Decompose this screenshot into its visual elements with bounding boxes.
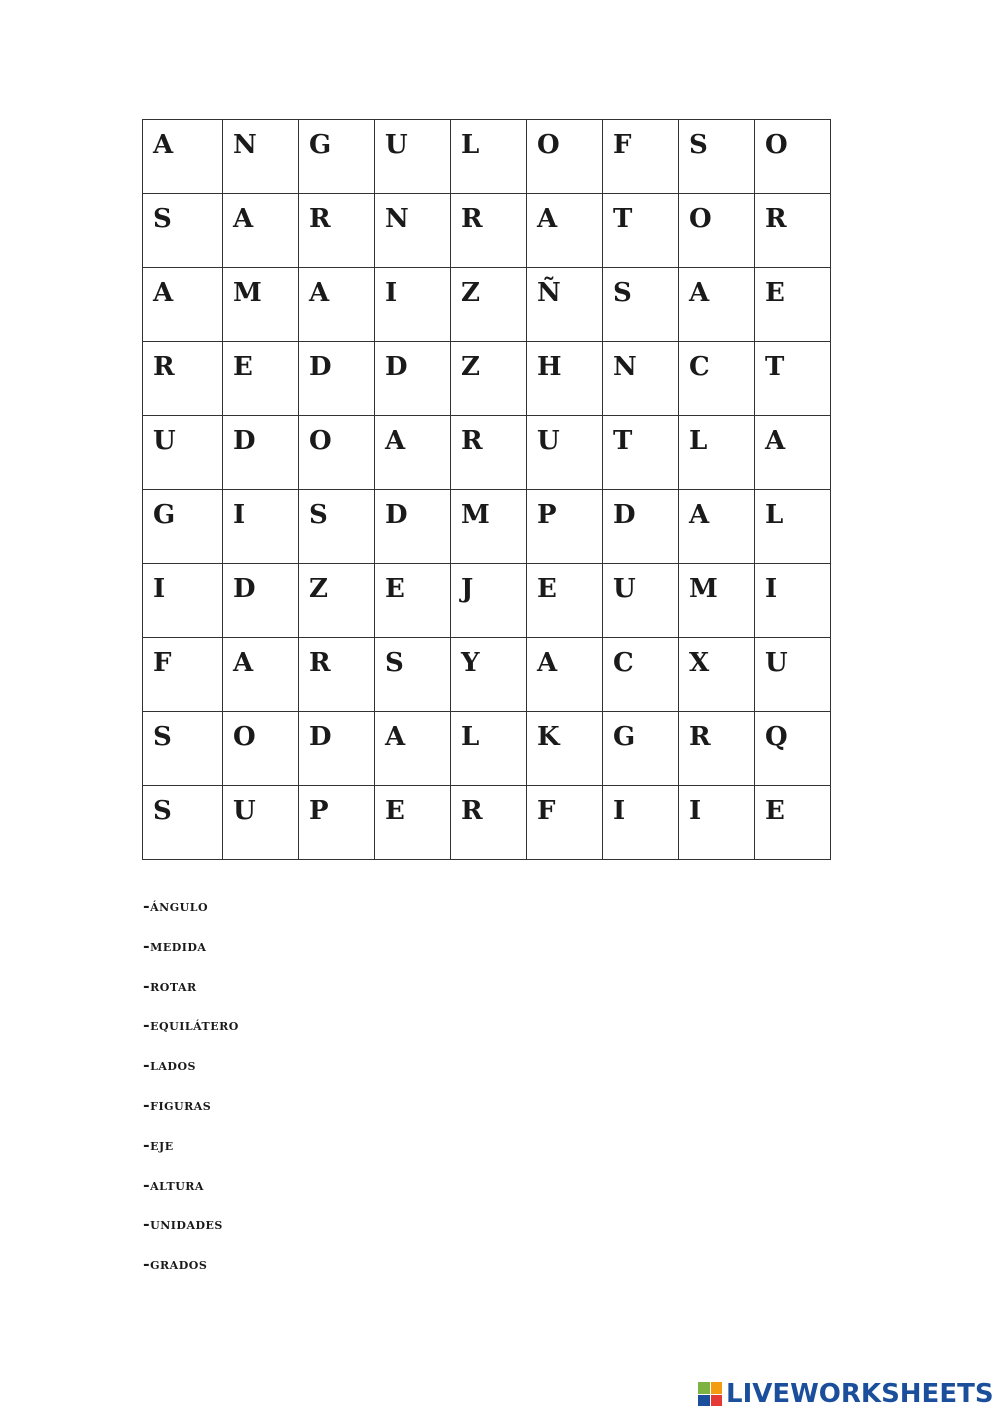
liveworksheets-logo xyxy=(698,1378,994,1410)
grid-cell-letter: R xyxy=(461,204,484,234)
grid-cell[interactable] xyxy=(527,268,603,342)
grid-cell-letter: S xyxy=(153,796,173,826)
grid-row xyxy=(143,490,831,564)
grid-cell[interactable] xyxy=(299,268,375,342)
grid-cell[interactable] xyxy=(679,342,755,416)
grid-cell-letter: A xyxy=(153,278,175,308)
grid-cell-letter: U xyxy=(765,648,789,678)
grid-row xyxy=(143,564,831,638)
grid-cell-letter: N xyxy=(613,352,638,382)
grid-row xyxy=(143,638,831,712)
grid-cell-letter: N xyxy=(233,130,258,160)
logo-mark-orange xyxy=(711,1382,723,1394)
grid-cell[interactable] xyxy=(299,638,375,712)
grid-cell[interactable] xyxy=(755,786,831,860)
grid-cell[interactable] xyxy=(299,712,375,786)
grid-cell[interactable] xyxy=(603,342,679,416)
grid-cell-letter: Z xyxy=(309,574,329,604)
grid-cell-letter: U xyxy=(233,796,257,826)
grid-cell[interactable] xyxy=(527,564,603,638)
grid-cell[interactable] xyxy=(603,786,679,860)
grid-cell-letter: U xyxy=(537,426,561,456)
grid-cell[interactable] xyxy=(143,712,223,786)
grid-cell-letter: I xyxy=(153,574,167,604)
grid-cell[interactable] xyxy=(299,564,375,638)
grid-cell[interactable] xyxy=(527,194,603,268)
grid-cell-letter: S xyxy=(613,278,633,308)
grid-cell-letter: A xyxy=(689,278,711,308)
grid-cell-letter: I xyxy=(765,574,779,604)
grid-cell[interactable] xyxy=(755,268,831,342)
grid-cell[interactable] xyxy=(223,194,299,268)
grid-cell[interactable] xyxy=(679,416,755,490)
grid-cell-letter: Q xyxy=(765,722,789,752)
grid-cell-letter: M xyxy=(233,278,263,308)
grid-row xyxy=(143,268,831,342)
grid-cell-letter: P xyxy=(309,796,330,826)
grid-cell[interactable] xyxy=(451,342,527,416)
grid-row xyxy=(143,712,831,786)
grid-cell[interactable] xyxy=(603,712,679,786)
grid-cell-letter: T xyxy=(765,352,786,382)
grid-cell[interactable] xyxy=(143,564,223,638)
grid-cell[interactable] xyxy=(375,194,451,268)
grid-cell[interactable] xyxy=(527,120,603,194)
grid-cell-letter: L xyxy=(765,500,785,530)
word-list-item: -ángulo xyxy=(143,896,209,915)
liveworksheets-logo-icon xyxy=(698,1382,722,1406)
grid-cell-letter: A xyxy=(153,130,175,160)
grid-cell-letter: R xyxy=(461,796,484,826)
grid-cell[interactable] xyxy=(451,490,527,564)
word-list-item: -unidades xyxy=(143,1214,223,1234)
grid-cell[interactable] xyxy=(223,564,299,638)
grid-cell-letter: D xyxy=(385,352,409,382)
grid-cell-letter: L xyxy=(461,722,481,752)
grid-cell-letter: G xyxy=(613,722,637,752)
grid-cell-letter: H xyxy=(537,352,563,382)
grid-cell[interactable] xyxy=(223,638,299,712)
grid-cell-letter: E xyxy=(765,278,786,308)
grid-cell-letter: R xyxy=(309,648,332,678)
grid-cell-letter: Z xyxy=(461,278,481,308)
grid-cell[interactable] xyxy=(755,490,831,564)
grid-cell[interactable] xyxy=(755,194,831,268)
grid-cell-letter: T xyxy=(613,204,634,234)
grid-cell[interactable] xyxy=(755,712,831,786)
grid-cell[interactable] xyxy=(223,342,299,416)
grid-cell-letter: E xyxy=(765,796,786,826)
grid-cell-letter: S xyxy=(385,648,405,678)
grid-cell-letter: S xyxy=(309,500,329,530)
grid-row xyxy=(143,786,831,860)
grid-cell[interactable] xyxy=(679,120,755,194)
grid-cell[interactable] xyxy=(375,120,451,194)
grid-cell-letter: S xyxy=(153,722,173,752)
grid-cell[interactable] xyxy=(527,638,603,712)
grid-row xyxy=(143,194,831,268)
grid-cell-letter: R xyxy=(309,204,332,234)
grid-cell-letter: U xyxy=(385,130,409,160)
grid-cell[interactable] xyxy=(679,786,755,860)
grid-cell[interactable] xyxy=(451,416,527,490)
grid-cell[interactable] xyxy=(299,786,375,860)
grid-cell[interactable] xyxy=(143,786,223,860)
logo-mark-green xyxy=(698,1382,710,1394)
grid-cell-letter: A xyxy=(765,426,787,456)
word-search-grid-body xyxy=(143,120,831,860)
grid-cell-letter: D xyxy=(233,574,257,604)
grid-cell-letter: J xyxy=(461,574,475,604)
grid-cell-letter: Y xyxy=(461,648,481,678)
grid-cell-letter: R xyxy=(765,204,788,234)
word-list-item: -medida xyxy=(143,935,207,955)
grid-cell-letter: A xyxy=(385,426,407,456)
grid-cell[interactable] xyxy=(299,194,375,268)
grid-cell-letter: A xyxy=(537,204,559,234)
grid-cell[interactable] xyxy=(375,638,451,712)
grid-cell-letter: O xyxy=(537,130,561,160)
grid-cell-letter: Ñ xyxy=(537,278,562,308)
grid-cell[interactable] xyxy=(755,342,831,416)
grid-cell[interactable] xyxy=(143,268,223,342)
grid-cell-letter: D xyxy=(309,722,333,752)
grid-cell[interactable] xyxy=(527,712,603,786)
grid-cell-letter: X xyxy=(689,648,711,678)
grid-cell-letter: K xyxy=(537,722,561,752)
logo-mark-blue xyxy=(698,1395,710,1407)
grid-cell[interactable] xyxy=(451,120,527,194)
grid-cell[interactable] xyxy=(679,194,755,268)
grid-cell[interactable] xyxy=(603,194,679,268)
grid-cell[interactable] xyxy=(375,490,451,564)
grid-cell[interactable] xyxy=(375,712,451,786)
grid-cell[interactable] xyxy=(299,342,375,416)
grid-cell[interactable] xyxy=(603,120,679,194)
grid-cell-letter: R xyxy=(153,352,176,382)
grid-cell[interactable] xyxy=(679,490,755,564)
word-list xyxy=(143,896,239,1294)
grid-cell-letter: R xyxy=(461,426,484,456)
grid-cell-letter: I xyxy=(385,278,399,308)
grid-cell[interactable] xyxy=(375,416,451,490)
grid-cell-letter: E xyxy=(385,574,406,604)
grid-cell-letter: A xyxy=(233,204,255,234)
grid-cell-letter: N xyxy=(385,204,410,234)
grid-cell[interactable] xyxy=(679,638,755,712)
logo-text: LIVEWORKSHEETS xyxy=(726,1379,994,1409)
grid-cell-letter: S xyxy=(153,204,173,234)
grid-row xyxy=(143,342,831,416)
grid-cell[interactable] xyxy=(375,342,451,416)
grid-cell-letter: A xyxy=(537,648,559,678)
grid-cell[interactable] xyxy=(527,786,603,860)
word-list-item: -equilátero xyxy=(143,1015,239,1035)
grid-cell-letter: I xyxy=(233,500,247,530)
grid-cell-letter: I xyxy=(613,796,627,826)
grid-cell-letter: U xyxy=(153,426,177,456)
grid-cell-letter: M xyxy=(461,500,491,530)
grid-cell[interactable] xyxy=(679,268,755,342)
grid-cell[interactable] xyxy=(755,416,831,490)
grid-cell-letter: F xyxy=(537,796,557,826)
grid-cell[interactable] xyxy=(223,712,299,786)
grid-cell-letter: S xyxy=(689,130,709,160)
grid-cell-letter: F xyxy=(153,648,173,678)
grid-cell[interactable] xyxy=(299,490,375,564)
grid-cell-letter: G xyxy=(153,500,177,530)
grid-cell[interactable] xyxy=(755,120,831,194)
grid-cell[interactable] xyxy=(603,268,679,342)
grid-cell-letter: T xyxy=(613,426,634,456)
grid-cell-letter: F xyxy=(613,130,633,160)
grid-cell[interactable] xyxy=(143,120,223,194)
word-list-item: -eje xyxy=(143,1134,174,1154)
grid-cell[interactable] xyxy=(451,712,527,786)
grid-cell[interactable] xyxy=(527,490,603,564)
grid-cell-letter: E xyxy=(233,352,254,382)
grid-cell-letter: C xyxy=(613,648,635,678)
grid-cell[interactable] xyxy=(451,268,527,342)
grid-cell[interactable] xyxy=(603,638,679,712)
grid-cell-letter: G xyxy=(309,130,333,160)
grid-cell[interactable] xyxy=(375,786,451,860)
grid-cell[interactable] xyxy=(299,416,375,490)
grid-cell-letter: I xyxy=(689,796,703,826)
grid-cell[interactable] xyxy=(223,786,299,860)
grid-cell-letter: L xyxy=(689,426,709,456)
grid-cell[interactable] xyxy=(527,416,603,490)
grid-cell-letter: E xyxy=(385,796,406,826)
word-search-grid xyxy=(142,119,831,860)
grid-cell-letter: P xyxy=(537,500,558,530)
grid-cell[interactable] xyxy=(451,638,527,712)
grid-cell[interactable] xyxy=(755,564,831,638)
grid-cell-letter: M xyxy=(689,574,719,604)
grid-cell-letter: O xyxy=(689,204,713,234)
grid-row xyxy=(143,416,831,490)
grid-cell[interactable] xyxy=(375,268,451,342)
grid-cell-letter: D xyxy=(233,426,257,456)
word-list-item: -figuras xyxy=(143,1094,212,1114)
grid-cell[interactable] xyxy=(143,194,223,268)
grid-cell[interactable] xyxy=(451,786,527,860)
grid-cell-letter: L xyxy=(461,130,481,160)
grid-cell[interactable] xyxy=(143,416,223,490)
grid-cell[interactable] xyxy=(223,490,299,564)
word-list-item: -grados xyxy=(143,1254,208,1274)
word-list-item: -altura xyxy=(143,1174,204,1194)
grid-cell-letter: Z xyxy=(461,352,481,382)
grid-cell[interactable] xyxy=(143,342,223,416)
grid-cell[interactable] xyxy=(679,712,755,786)
word-list-item: -lados xyxy=(143,1055,196,1075)
grid-cell-letter: U xyxy=(613,574,637,604)
grid-cell-letter: O xyxy=(233,722,257,752)
grid-cell-letter: A xyxy=(233,648,255,678)
word-list-item: -rotar xyxy=(143,975,197,995)
grid-cell-letter: A xyxy=(385,722,407,752)
grid-cell-letter: C xyxy=(689,352,711,382)
grid-cell-letter: D xyxy=(613,500,637,530)
grid-cell[interactable] xyxy=(603,564,679,638)
grid-cell-letter: R xyxy=(689,722,712,752)
grid-cell[interactable] xyxy=(143,490,223,564)
grid-cell[interactable] xyxy=(527,342,603,416)
grid-cell[interactable] xyxy=(451,194,527,268)
grid-cell[interactable] xyxy=(451,564,527,638)
grid-cell[interactable] xyxy=(603,416,679,490)
grid-cell[interactable] xyxy=(603,490,679,564)
grid-cell[interactable] xyxy=(375,564,451,638)
grid-cell[interactable] xyxy=(223,268,299,342)
grid-cell-letter: A xyxy=(309,278,331,308)
grid-cell-letter: O xyxy=(309,426,333,456)
grid-cell[interactable] xyxy=(223,416,299,490)
logo-mark-red xyxy=(711,1395,723,1407)
grid-cell-letter: D xyxy=(309,352,333,382)
grid-cell-letter: D xyxy=(385,500,409,530)
grid-cell-letter: A xyxy=(689,500,711,530)
grid-cell[interactable] xyxy=(299,120,375,194)
grid-cell-letter: E xyxy=(537,574,558,604)
grid-cell-letter: O xyxy=(765,130,789,160)
grid-cell[interactable] xyxy=(755,638,831,712)
grid-cell[interactable] xyxy=(143,638,223,712)
grid-cell[interactable] xyxy=(679,564,755,638)
grid-row xyxy=(143,120,831,194)
grid-cell[interactable] xyxy=(223,120,299,194)
